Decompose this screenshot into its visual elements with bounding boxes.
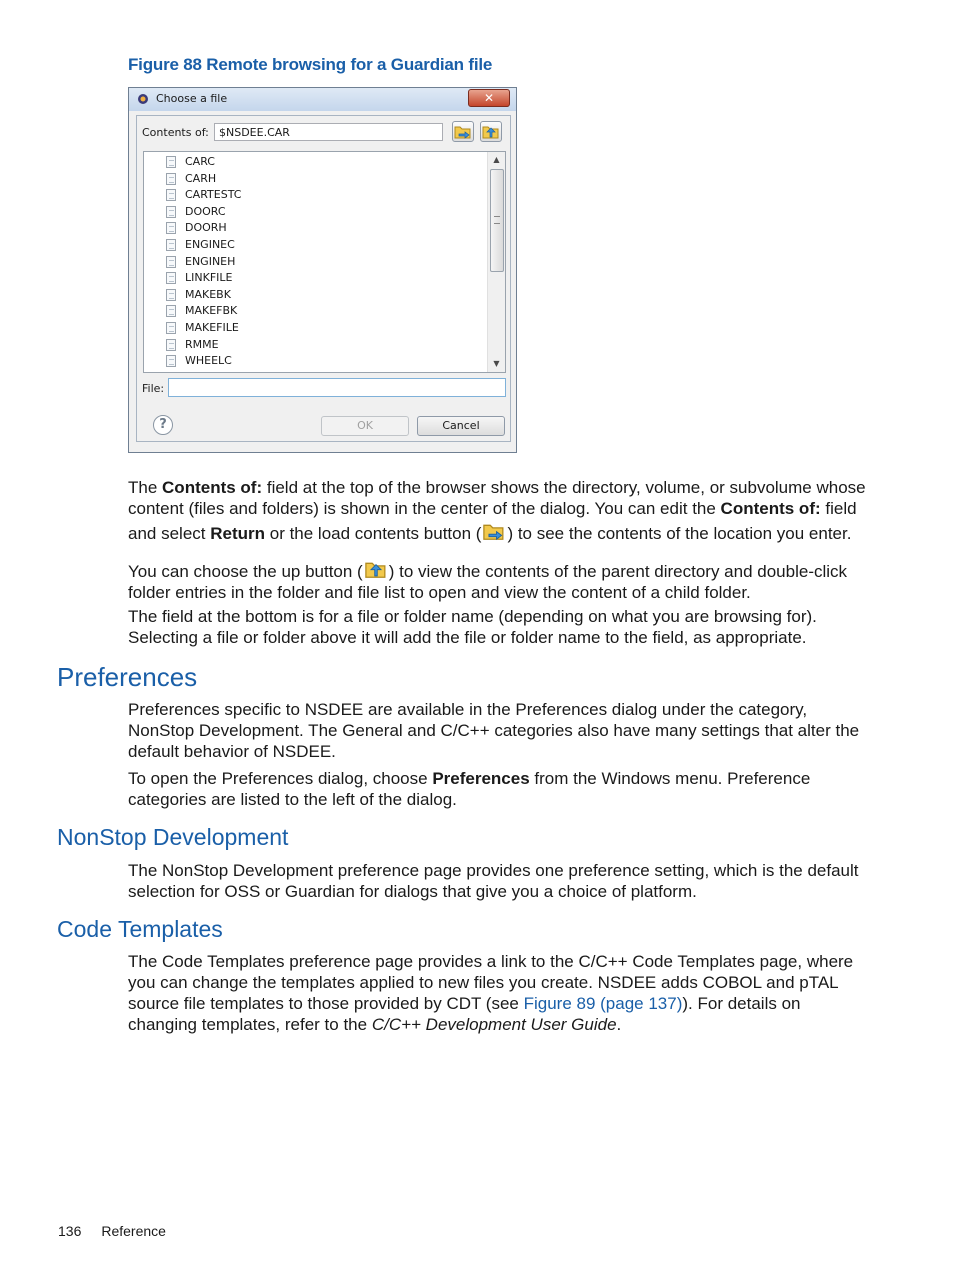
text-run: field at the top of the browser shows the directory, volume, or subvolume whose content (files and folders) is shown in the center of the dialog. You can edit the — [128, 478, 866, 518]
app-icon — [137, 93, 149, 105]
text-run: The Code Templates preference page provides a link to the C/C++ Code Templates page, where you can change the templates applied to new files you create. NSDEE adds COBOL and pTAL source file templates to those provided by CDT (see — [128, 952, 854, 1013]
text-run: The — [128, 478, 163, 497]
contents-of-paragraph — [128, 477, 873, 544]
file-icon — [166, 173, 176, 185]
file-icon — [166, 339, 176, 351]
close-button[interactable]: ✕ — [468, 89, 510, 107]
cancel-button[interactable]: Cancel — [417, 416, 505, 436]
grip-icon — [494, 216, 500, 224]
contents-label: Contents of: — [142, 126, 209, 139]
file-list[interactable] — [143, 151, 506, 373]
choose-file-dialog — [128, 87, 517, 453]
file-icon — [166, 239, 176, 251]
preferences-paragraph: Preferences specific to NSDEE are available in the Preferences dialog under the category, NonStop Development. The General and C/C++ categories also have many settings that alter the default behavior of NSDEE. — [128, 700, 860, 761]
figure-89-link[interactable]: Figure 89 (page 137) — [523, 994, 683, 1013]
page-footer — [58, 1223, 166, 1239]
text-run: You can choose the up button ( — [128, 562, 363, 581]
file-label: File: — [142, 382, 165, 395]
file-icon — [166, 256, 176, 268]
file-name: CARC — [185, 155, 215, 168]
scroll-up-button[interactable]: ▲ — [493, 155, 500, 164]
file-name: RMME — [185, 337, 219, 351]
file-name: MAKEFILE — [185, 321, 239, 334]
file-name: ENGINEH — [185, 254, 236, 268]
bold-term: Contents of: — [720, 499, 821, 518]
file-name: ENGINEC — [185, 238, 235, 251]
text-run: field and select — [128, 499, 857, 543]
up-folder-icon — [481, 122, 501, 141]
preferences-heading: Preferences — [57, 662, 198, 692]
file-icon — [166, 206, 176, 218]
up-button-paragraph — [128, 557, 873, 603]
text-run: ) to see the contents of the location you enter. — [507, 524, 852, 543]
file-name: CARTESTC — [185, 188, 242, 202]
scroll-thumb[interactable] — [490, 169, 504, 272]
file-icon — [166, 222, 176, 234]
file-icon — [166, 156, 176, 168]
file-name: LINKFILE — [185, 271, 233, 285]
guide-title: C/C++ Development User Guide — [371, 1015, 617, 1034]
text-run: ). For details on changing templates, refer to the — [128, 994, 801, 1034]
file-name: MAKEFBK — [185, 304, 238, 318]
file-name-field[interactable] — [168, 378, 506, 397]
file-name: CARH — [185, 171, 217, 185]
file-icon — [166, 355, 176, 367]
dialog-title: Choose a file — [156, 92, 228, 105]
up-folder-icon — [363, 557, 389, 581]
file-icon — [166, 289, 176, 301]
text-run: To open the Preferences dialog, choose — [128, 769, 433, 788]
file-icon — [166, 189, 176, 201]
load-contents-button[interactable] — [452, 121, 474, 142]
file-name: WHEELC — [185, 354, 232, 368]
file-name: MAKEBK — [185, 287, 231, 301]
text-run: ) to view the contents of the parent directory and double-click folder entries in the folder and file list to open and view the content of a child folder. — [128, 562, 848, 602]
up-button[interactable] — [480, 121, 502, 142]
footer-section: Reference — [101, 1223, 166, 1239]
text-run: . — [616, 1015, 622, 1034]
ok-button[interactable]: OK — [321, 416, 409, 436]
bold-term: Return — [210, 524, 266, 543]
file-name: DOORC — [185, 204, 226, 218]
dialog-titlebar — [129, 88, 516, 111]
file-field-paragraph: The field at the bottom is for a file or folder name (depending on what you are browsing for). Selecting a file or folder above it will add the file or folder name to the field, as appropriate. — [128, 607, 817, 647]
file-icon — [166, 272, 176, 284]
text-run: or the load contents button ( — [265, 524, 482, 543]
file-icon — [166, 322, 176, 334]
code-templates-heading: Code Templates — [57, 916, 223, 942]
load-contents-icon — [481, 519, 507, 543]
bold-term: Preferences — [432, 769, 530, 788]
code-templates-paragraph — [128, 951, 873, 1035]
preferences-open-paragraph — [128, 768, 873, 810]
text-run: from the Windows menu. Preference categories are listed to the left of the dialog. — [128, 769, 811, 809]
file-name: DOORH — [185, 221, 227, 235]
vertical-scrollbar[interactable] — [487, 152, 505, 372]
load-contents-icon — [453, 122, 473, 141]
nonstop-development-heading: NonStop Development — [57, 824, 289, 850]
bold-term: Contents of: — [162, 478, 263, 497]
nonstop-development-paragraph: The NonStop Development preference page provides one preference setting, which is the default selection for OSS or Guardian for dialogs that give you a choice of platform. — [128, 861, 859, 901]
scroll-down-button[interactable]: ▼ — [493, 359, 500, 368]
figure-caption: Figure 88 Remote browsing for a Guardian file — [128, 55, 493, 74]
contents-field[interactable] — [214, 123, 443, 141]
dialog-body — [136, 115, 511, 442]
page-number: 136 — [58, 1223, 82, 1239]
file-icon — [166, 305, 176, 317]
help-icon[interactable]: ? — [153, 415, 173, 435]
